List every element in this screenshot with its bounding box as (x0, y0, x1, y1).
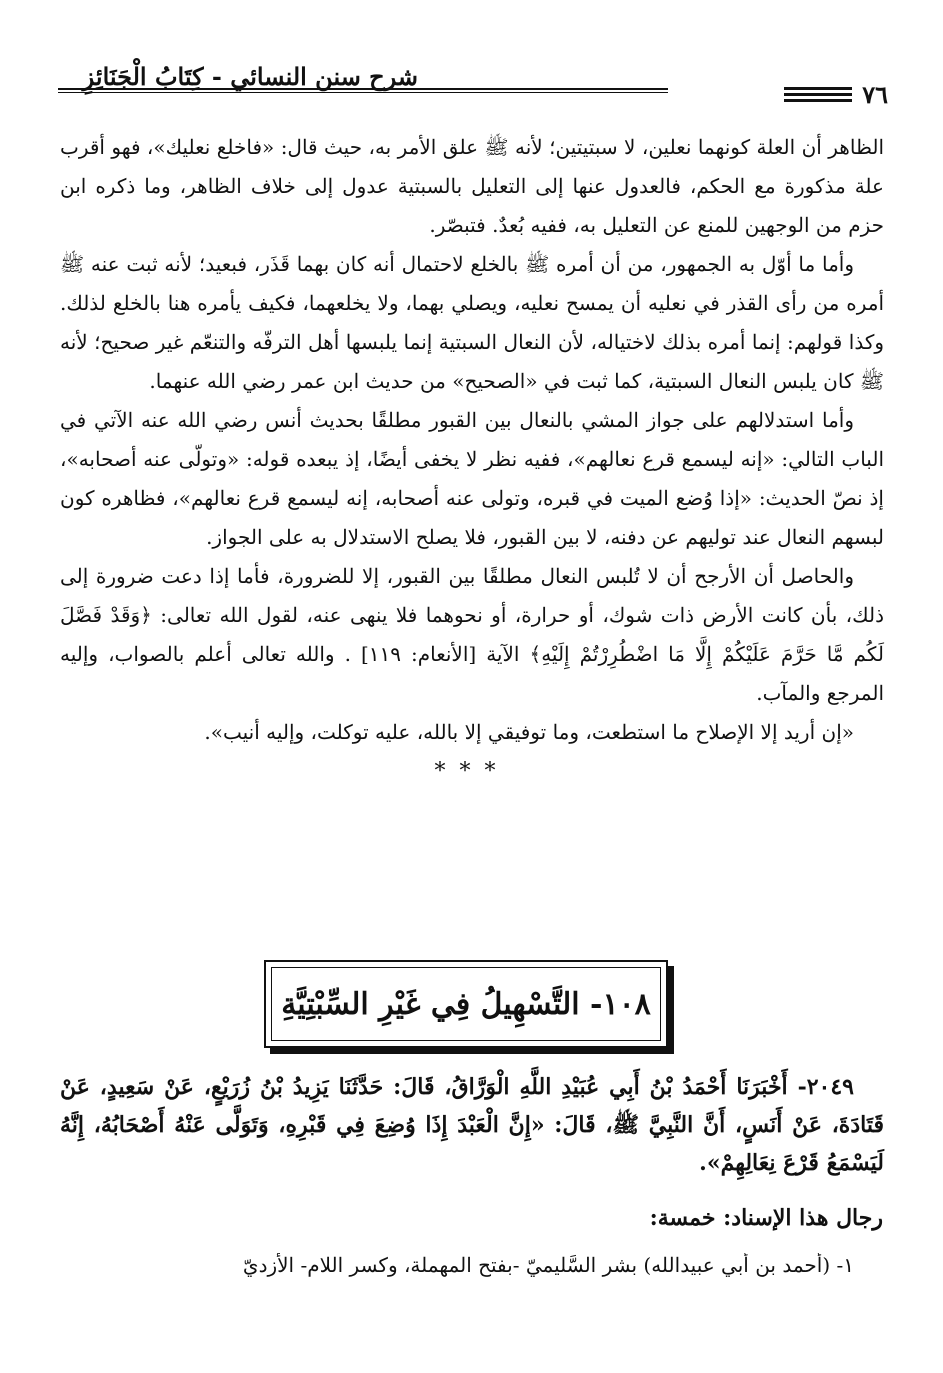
page-number-bars (784, 87, 852, 102)
commentary-body (60, 128, 884, 791)
paragraph: الظاهر أن العلة كونهما نعلين، لا سبتيتين؛ لأنه ﷺ علق الأمر به، حيث قال: «فاخلع نعليك»، فهو أقرب علة مذكورة مع الحكم، فالعدول عنها إلى التعليل بالسبتية عدول إلى خلاف الظاهر، وما ذكره ابن حزم من الوجهين للمنع عن التعليل به، ففيه بُعدٌ. فتبصّر. (60, 135, 884, 237)
rijal-heading: رجال هذا الإسناد: خمسة: (649, 1205, 883, 1231)
paragraph: وأما ما أوّل به الجمهور، من أن أمره ﷺ بالخلع لاحتمال أنه كان بهما قَذَر، فبعيد؛ لأنه ثبت عنه ﷺ أمره من رأى القذر في نعليه أن يمسح نعليه، ويصلي بهما، ولا يخلعهما، فكيف يأمره هنا بالخلع لذلك. وكذا قولهم: إنما أمره بذلك لاختياله، لأن النعال السبتية إنما يلبسها أهل الترفّه والتنعّم غير صحيح؛ لأنه ﷺ كان يلبس النعال السبتية، كما ثبت في «الصحيح» من حديث ابن عمر رضي الله عنهما. (60, 252, 885, 393)
header-rule (58, 88, 668, 90)
chapter-heading-box (264, 960, 668, 1048)
section-separator: *** (434, 759, 510, 784)
paragraph: والحاصل أن الأرجح أن لا تُلبس النعال مطلقًا بين القبور، إلا للضرورة، فأما إذا دعت ضرورة إلى ذلك، بأن كانت الأرض ذات شوك، أو حرارة، أو نحوهما فلا ينهى عنه، لقول الله تعالى: ﴿وَقَدْ فَصَّلَ لَكُم مَّا حَرَّمَ عَلَيْكُمْ إِلَّا مَا اضْطُرِرْتُمْ إِلَيْهِ﴾ الآية [الأنعام: ١١٩] . والله تعالى أعلم بالصواب، وإليه المرجع والمآب. (60, 564, 884, 705)
header-rule-thin (58, 92, 668, 93)
page-header (58, 58, 888, 108)
hadith-text (60, 1068, 884, 1182)
page-number: ٧٦ (862, 80, 888, 109)
paragraph: «إن أريد إلا الإصلاح ما استطعت، وما توفيقي إلا بالله، عليه توكلت، وإليه أنيب». (204, 720, 854, 744)
rijal-first-line: ١- (أحمد بن أبي عبيدالله) بشر السَّليميّ -بفتح المهملة، وكسر اللام- الأزديّ (242, 1253, 854, 1277)
running-title: شرح سنن النسائي - كِتَابُ الْجَنَائِزِ (82, 62, 418, 91)
hadith-paragraph: ٢٠٤٩- أَخْبَرَنَا أَحْمَدُ بْنُ أَبِي عُبَيْدِ اللَّهِ الْوَرَّاقُ، قَالَ: حَدَّثَنَا يَزِيدُ بْنُ زُرَيْعٍ، عَنْ سَعِيدٍ، عَنْ قَتَادَةَ، عَنْ أَنَسٍ، أَنَّ النَّبِيَّ ﷺ، قَالَ: «إِنَّ الْعَبْدَ إِذَا وُضِعَ فِي قَبْرِهِ، وَتَوَلَّى عَنْهُ أَصْحَابُهُ، إِنَّهُ لَيَسْمَعُ قَرْعَ نِعَالِهِمْ». (60, 1074, 884, 1176)
chapter-title: ١٠٨- التَّسْهِيلُ فِي غَيْرِ السِّبْتِيَّةِ (281, 986, 651, 1022)
paragraph: وأما استدلالهم على جواز المشي بالنعال بين القبور مطلقًا بحديث أنس رضي الله عنه الآتي في الباب التالي: «إنه ليسمع قرع نعالهم»، ففيه نظر لا يخفى أيضًا، إذ يبعده قوله: «وتولّى عنه أصحابه»، إذ نصّ الحديث: «إذا وُضع الميت في قبره، وتولى عنه أصحابه، إنه ليسمع قرع نعالهم»، فظاهره كون لبسهم النعال عند توليهم عن دفنه، لا بين القبور، فلا يصلح الاستدلال به على الجواز. (60, 408, 884, 549)
page-number-block (784, 80, 888, 109)
